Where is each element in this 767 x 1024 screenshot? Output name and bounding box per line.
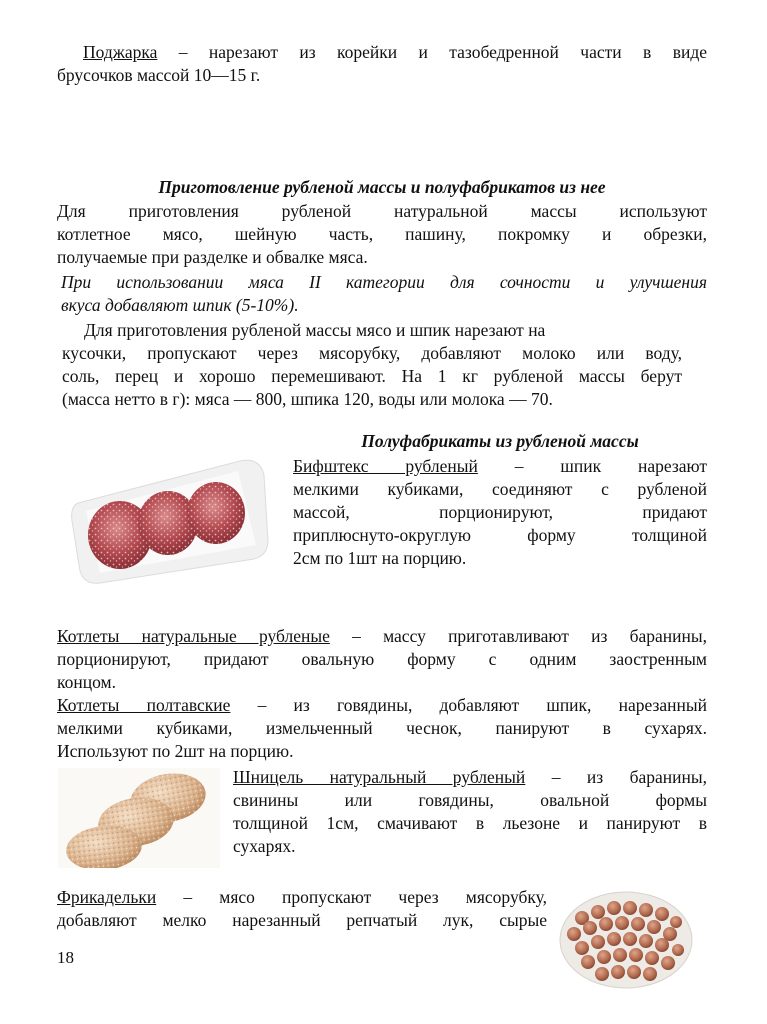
text-line: массой, порционируют, придают	[293, 502, 707, 522]
paragraph-kotlety-naturalnye	[57, 625, 707, 694]
text-line: мелкими кубиками, измельченный чеснок, панируют в сухарях.	[57, 718, 707, 738]
frikadelki-text: – мясо пропускают через мясорубку,	[156, 887, 547, 907]
shnitsel-illustration	[58, 768, 220, 868]
text-line: кусочки, пропускают через мясорубку, добавляют молоко или воду,	[62, 343, 682, 363]
paragraph-kotlety-poltavskie	[57, 694, 707, 763]
paragraph-bifsteks	[293, 455, 707, 570]
shnitsel-photo	[58, 768, 220, 868]
frikadelki-photo	[558, 890, 694, 990]
text-line	[57, 694, 707, 717]
text-line: Используют по 2шт на порцию.	[57, 741, 294, 761]
podzharka-line-2: брусочков массой 10—15 г.	[57, 65, 261, 85]
text-line: приплюснуто-округлую форму толщиной	[293, 525, 707, 545]
paragraph-category-two-note	[61, 271, 707, 317]
text-line: толщиной 1см, смачивают в льезоне и панируют в	[233, 813, 707, 833]
text-line: добавляют мелко нарезанный репчатый лук, сырые	[57, 910, 547, 930]
podzharka-paragraph	[57, 41, 707, 87]
text-line	[233, 766, 707, 789]
section-heading-semifinished: Полуфабрикаты из рубленой массы	[361, 431, 639, 451]
text-line: котлетное мясо, шейную часть, пашину, покромку и обрезки,	[57, 224, 707, 244]
frikadelki-term: Фрикадельки	[57, 887, 157, 907]
bifsteks-illustration	[70, 455, 270, 585]
bifsteks-text: – шпик нарезают	[477, 456, 707, 476]
podzharka-line-1	[57, 41, 707, 64]
text-line: мелкими кубиками, соединяют с рубленой	[293, 479, 707, 499]
bifsteks-term: Бифштекс рубленый	[293, 456, 478, 476]
podzharka-term: Поджарка	[83, 42, 158, 62]
text-line: (масса нетто в г): мяса — 800, шпика 120, воды или молока — 70.	[62, 389, 553, 409]
paragraph-frikadelki	[57, 886, 547, 932]
text-line: концом.	[57, 672, 116, 692]
shnitsel-term: Шницель натуральный рубленый	[233, 767, 526, 787]
text-line: При использовании мяса II категории для сочности и улучшения	[61, 272, 707, 292]
text-line	[57, 625, 707, 648]
text-line: сухарях.	[233, 836, 296, 856]
text-line: Для приготовления рубленой натуральной массы используют	[57, 201, 707, 221]
frikadelki-illustration	[558, 890, 694, 990]
section-heading-minced-mass: Приготовление рубленой массы и полуфабрикатов из нее	[158, 177, 606, 197]
podzharka-text: – нарезают из корейки и тазобедренной части в виде	[157, 42, 707, 62]
text-line: соль, перец и хорошо перемешивают. На 1 кг рубленой массы берут	[62, 366, 682, 386]
text-line: Для приготовления рубленой массы мясо и шпик нарезают на	[84, 320, 546, 340]
kotlety-naturalnye-text: – массу приготавливают из баранины,	[329, 626, 707, 646]
shnitsel-text: – из баранины,	[525, 767, 707, 787]
kotlety-poltavskie-term: Котлеты полтавские	[57, 695, 231, 715]
kotlety-naturalnye-term: Котлеты натуральные рубленые	[57, 626, 330, 646]
kotlety-poltavskie-text: – из говядины, добавляют шпик, нарезанный	[230, 695, 708, 715]
text-line	[57, 886, 547, 909]
paragraph-minced-mass-preparation	[62, 319, 682, 411]
text-line: 2см по 1шт на порцию.	[293, 548, 467, 568]
paragraph-shnitsel	[233, 766, 707, 858]
bifsteks-photo	[70, 455, 270, 585]
text-line: получаемые при разделке и обвалке мяса.	[57, 247, 368, 267]
text-line: порционируют, придают овальную форму с одним заостренным	[57, 649, 707, 669]
text-line: свинины или говядины, овальной формы	[233, 790, 707, 810]
paragraph-minced-mass-ingredients	[57, 200, 707, 269]
text-line: вкуса добавляют шпик (5-10%).	[61, 295, 299, 315]
text-line	[293, 455, 707, 478]
page-number: 18	[57, 948, 74, 967]
